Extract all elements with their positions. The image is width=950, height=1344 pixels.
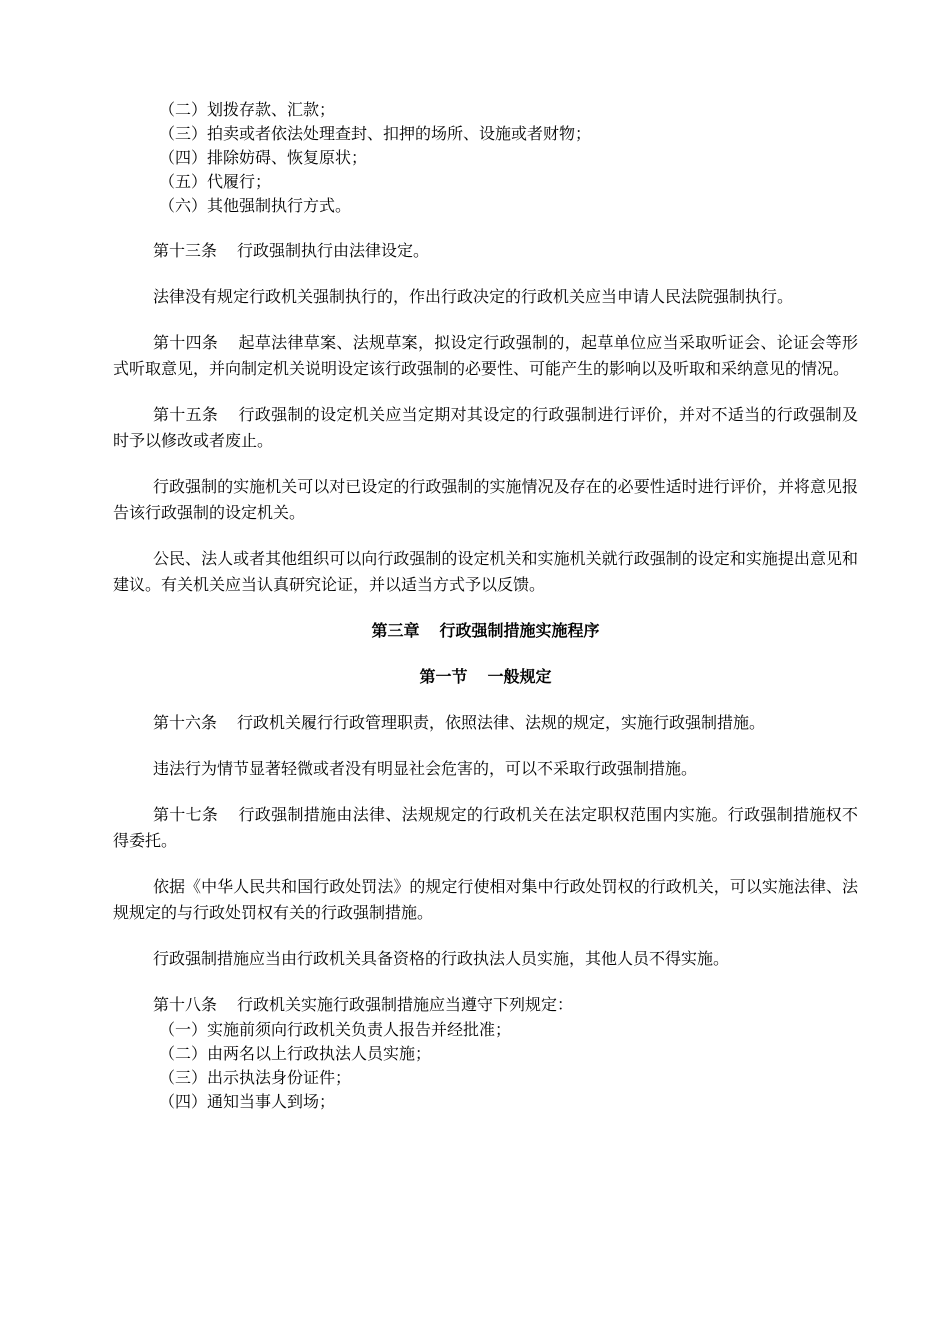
list-item: （六）其他强制执行方式。	[159, 196, 352, 215]
section-number: 第一节	[419, 667, 468, 686]
article-number: 第十三条	[153, 241, 218, 260]
article-text: 行政强制执行由法律设定。	[237, 241, 430, 260]
list-item: （二）划拨存款、汇款；	[159, 100, 336, 119]
chapter-number: 第三章	[371, 621, 420, 640]
list-item: （四）排除妨碍、恢复原状；	[159, 148, 368, 167]
article-number: 第十八条	[153, 995, 218, 1014]
paragraph: 违法行为情节显著轻微或者没有明显社会危害的，可以不采取行政强制措施。	[153, 759, 698, 778]
article-text: 起草法律草案、法规草案，拟设定行政强制的，起草单位应当采取听证会、论证会等形式听取意见，并向制定机关说明设定该行政强制的必要性、可能产生的影响以及听取和采纳意见的情况。	[113, 333, 858, 378]
article-13	[113, 238, 858, 264]
article-number: 第十五条	[153, 405, 219, 424]
chapter-heading	[113, 618, 858, 644]
list-item: （二）由两名以上行政执法人员实施；	[159, 1044, 432, 1063]
article-14	[113, 330, 858, 382]
list-item: （三）拍卖或者依法处理查封、扣押的场所、设施或者财物；	[159, 124, 592, 143]
chapter-title: 行政强制措施实施程序	[439, 621, 600, 640]
article-text: 行政强制措施由法律、法规规定的行政机关在法定职权范围内实施。行政强制措施权不得委托。	[113, 805, 858, 850]
article-text: 行政机关实施行政强制措施应当遵守下列规定：	[237, 995, 574, 1014]
paragraph: 法律没有规定行政机关强制执行的，作出行政决定的行政机关应当申请人民法院强制执行。	[153, 287, 794, 306]
list-item: （四）通知当事人到场；	[159, 1092, 336, 1111]
article-number: 第十四条	[153, 333, 219, 352]
article-number: 第十七条	[153, 805, 219, 824]
article-text: 行政机关履行行政管理职责，依照法律、法规的规定，实施行政强制措施。	[237, 713, 766, 732]
article-17	[113, 802, 858, 854]
paragraph: 依据《中华人民共和国行政处罚法》的规定行使相对集中行政处罚权的行政机关，可以实施法律、法规规定的与行政处罚权有关的行政强制措施。	[113, 877, 858, 922]
article-18	[113, 992, 858, 1018]
paragraph: 公民、法人或者其他组织可以向行政强制的设定机关和实施机关就行政强制的设定和实施提出意见和建议。有关机关应当认真研究论证，并以适当方式予以反馈。	[113, 549, 858, 594]
article-text: 行政强制的设定机关应当定期对其设定的行政强制进行评价，并对不适当的行政强制及时予以修改或者废止。	[113, 405, 858, 450]
paragraph: 行政强制措施应当由行政机关具备资格的行政执法人员实施，其他人员不得实施。	[153, 949, 730, 968]
section-title: 一般规定	[487, 667, 552, 686]
article-16	[113, 710, 858, 736]
section-heading	[113, 664, 858, 690]
article-15	[113, 402, 858, 454]
list-item: （五）代履行；	[159, 172, 272, 191]
article-number: 第十六条	[153, 713, 218, 732]
list-item: （三）出示执法身份证件；	[159, 1068, 352, 1087]
document-page	[113, 98, 858, 1114]
paragraph: 行政强制的实施机关可以对已设定的行政强制的实施情况及存在的必要性适时进行评价，并将意见报告该行政强制的设定机关。	[113, 477, 858, 522]
list-item: （一）实施前须向行政机关负责人报告并经批准；	[159, 1020, 512, 1039]
